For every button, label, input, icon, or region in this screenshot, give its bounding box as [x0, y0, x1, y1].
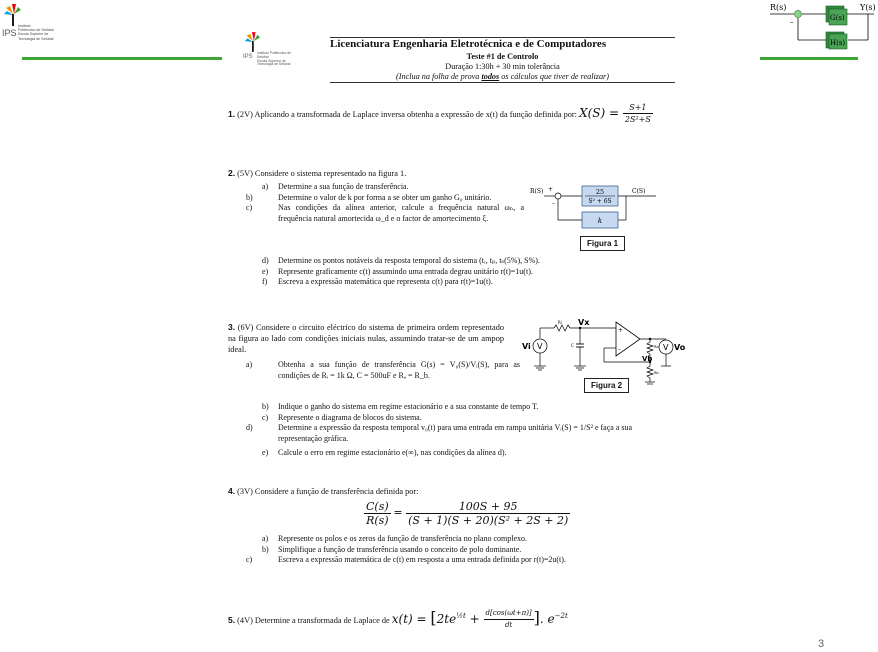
svg-text:V: V	[663, 343, 669, 352]
q2-item	[246, 192, 524, 204]
item-text: Simplifique a função de transferência usando o conceito de polo dominante.	[278, 544, 522, 554]
doc-note	[330, 72, 675, 81]
question-4-text: (3V) Considere a função de transferência definida por:	[237, 487, 419, 496]
item-text: Calcule o erro em regime estacionário e(∞), nas condições da alínea d).	[278, 448, 507, 457]
item-letter: a)	[246, 360, 253, 369]
fig2-vi-label: Vi	[522, 342, 531, 351]
corner-minus-sign: –	[790, 18, 794, 26]
item-letter: c)	[246, 203, 253, 212]
svg-text:+: +	[618, 327, 624, 334]
doc-logo-brand: IPS	[243, 54, 253, 60]
ips-line: Politécnico de Setúbal	[18, 28, 54, 33]
q1-denominator: 2S²+S	[624, 115, 651, 124]
corner-input-label: R(s)	[770, 3, 787, 12]
corner-output-label: Y(s)	[860, 3, 876, 12]
item-text: Represente os polos e os zeros da função de transferência no plano complexo.	[278, 534, 528, 543]
corner-block-diagram	[768, 2, 876, 50]
q5-term-a: 2te	[436, 612, 457, 626]
item-letter: b)	[262, 402, 269, 411]
item-letter: b)	[262, 544, 269, 554]
ips-line: Escola Superior de	[18, 32, 49, 37]
q4-rhs-denominator: (S + 1)(S + 20)(S² + 2S + 2)	[408, 514, 569, 527]
question-5-text: (4V) Determine a transformada de Laplace de	[237, 616, 390, 625]
ips-logo	[2, 2, 72, 52]
q3-item-a	[246, 360, 520, 381]
item-letter: a)	[262, 182, 269, 191]
doc-logo-line: Tecnologia de Setúbal	[257, 62, 291, 67]
question-4-number: 4.	[228, 486, 236, 496]
q4-rhs-numerator: 100S + 95	[406, 500, 570, 514]
item-letter: e)	[262, 448, 269, 457]
question-3-text: (6V) Considere o circuito eléctrico do sistema de primeira ordem representado na figura ao lado com condições iniciais nulas, assumindo tratar-se de um ampop ideal.	[228, 323, 504, 354]
q5-term-a-exponent: ½t	[456, 612, 466, 620]
question-2-text: (5V) Considere o sistema representado na figura 1.	[237, 169, 407, 178]
item-text: Determine a expressão da resposta temporal v₀(t) para uma entrada em rampa unitária Vᵢ(S) = 1/S² e faça a sua representação gráfica.	[278, 423, 633, 443]
fig1-input-label: R(S)	[530, 188, 544, 195]
ips-line: Tecnologia de Setúbal	[18, 36, 54, 41]
q4-item	[246, 555, 658, 566]
fig1-block-denominator: S² + 6S	[588, 198, 612, 205]
question-4	[228, 486, 656, 497]
doc-note-post: os cálculos que tiver de realizar)	[499, 72, 609, 81]
q5-tail-exponent: −2t	[554, 612, 568, 620]
green-bar-left	[22, 57, 222, 60]
question-4-formula: $\frac{C(s)}{R(s)}$ = $\frac{100S + 95}{\text{(S + 1)(S + 20)(S² + 2S + 2)}}$	[366, 500, 569, 527]
item-text: Escreva a expressão matemática que representa c(t) para r(t)=1u(t).	[278, 277, 493, 286]
doc-logo-line: Escola Superior de	[257, 58, 286, 63]
doc-logo-line: Instituto Politécnico de Setúbal	[257, 51, 291, 59]
question-2-number: 2.	[228, 168, 236, 178]
q3-item	[262, 402, 662, 413]
question-5	[228, 608, 668, 631]
q2-item	[246, 203, 524, 224]
svg-text:–: –	[618, 346, 621, 353]
green-bar-right	[760, 57, 858, 60]
question-3-number: 3.	[228, 322, 236, 332]
q1-lhs: X(S) =	[579, 106, 620, 120]
fig2-vx-label: Vx	[578, 318, 590, 327]
item-letter: d)	[246, 423, 253, 432]
doc-logo-text	[257, 52, 297, 67]
corner-feedback-label: H(s)	[830, 39, 846, 47]
page-number: 3	[818, 638, 825, 650]
q4-item	[262, 545, 658, 556]
doc-title: Licenciatura Engenharia Eletrotécnica e de Computadores	[330, 38, 607, 50]
item-text: Indique o ganho do sistema em regime estacionário e a sua constante de tempo T.	[278, 402, 539, 411]
q5-tail: . e	[539, 612, 555, 626]
question-2-items-bottom	[262, 256, 662, 288]
item-letter: b)	[246, 192, 253, 202]
ips-brand: IPS	[2, 28, 17, 38]
doc-logo	[243, 30, 303, 70]
fig1-plus: +	[548, 186, 554, 193]
question-2	[228, 168, 656, 179]
question-1-formula	[579, 103, 653, 124]
fig2-rb-label: Rb	[654, 371, 659, 375]
doc-note-bold: todos	[481, 72, 500, 81]
ips-logo-text	[18, 24, 68, 41]
fig2-vb-label: Vb	[642, 355, 653, 363]
q2-item	[262, 182, 524, 193]
corner-forward-label: G(s)	[830, 14, 845, 22]
item-text: Obtenha a sua função de transferência G(s) = V₀(S)/Vᵢ(S), para as condições de Rᵢ = 1k Ω, C = 500uF e Rₐ = R_b.	[278, 360, 520, 380]
question-5-formula: $x(t) = [2te^{\frac{1}{2}t}$ + $\frac{d[\cos(\omega t+\pi)]}{dt}$ ]. $e^{-2t}$	[391, 608, 568, 629]
q2-item	[262, 256, 662, 267]
question-3	[228, 322, 504, 355]
item-letter: a)	[262, 534, 269, 543]
doc-subtitle: Teste #1 de Controlo	[466, 52, 539, 61]
fig1-block-numerator: 25	[595, 188, 605, 196]
item-letter: e)	[262, 266, 269, 276]
q5-deriv-numerator: d[cos(ωt+π)]	[484, 608, 534, 620]
question-2-items-top	[246, 182, 524, 224]
question-3-items-bottom	[246, 402, 662, 459]
figure-1-caption: Figura 1	[580, 236, 625, 251]
q3-item	[262, 413, 662, 424]
doc-duration: Duração 1:30h + 30 min tolerância	[445, 62, 560, 71]
q4-lhs-denominator: R(s)	[366, 514, 389, 527]
item-letter: c)	[246, 555, 253, 564]
question-1-number: 1.	[228, 109, 236, 119]
item-text: Nas condições da alínea anterior, calcule a frequência natural ωₙ, a frequência natural amortecida ω_d e o factor de amortecimento ξ.	[278, 203, 524, 223]
question-5-number: 5.	[228, 615, 236, 625]
fig1-feedback-label: k	[597, 217, 603, 225]
item-letter: d)	[262, 256, 269, 265]
fig1-output-label: C(S)	[632, 188, 646, 195]
q5-deriv-denominator: dt	[504, 621, 513, 629]
item-text: Determine o valor de k por forma a se obter um ganho G₀ unitário.	[278, 192, 492, 202]
doc-note-pre: (Inclua na folha de prova	[396, 72, 482, 81]
fig2-c-label: C	[571, 343, 574, 348]
item-letter: f)	[262, 277, 268, 286]
item-letter: c)	[262, 412, 269, 422]
fig1-summing-junction	[555, 193, 561, 199]
q2-item	[262, 277, 662, 288]
svg-text:V: V	[537, 342, 543, 351]
item-text: Determine a sua função de transferência.	[278, 182, 409, 191]
question-1-text: (2V) Aplicando a transformada de Laplace inversa obtenha a expressão de x(t) da função definida por:	[237, 110, 577, 119]
item-text: Determine os pontos notáveis da resposta temporal do sistema (tᵣ, tₚ, tₛ(5%), S%).	[278, 256, 540, 265]
item-text: Represente o diagrama de blocos do sistema.	[278, 412, 422, 422]
ips-line: Instituto	[18, 24, 31, 28]
header-bottom-rule	[330, 82, 675, 83]
item-text: Escreva a expressão matemática de c(t) em resposta a uma entrada definida por r(t)=2u(t).	[278, 555, 566, 564]
q4-item	[262, 534, 658, 545]
q3-item	[262, 448, 662, 459]
fig2-ri-label: Ri	[558, 320, 562, 325]
corner-summing-junction	[795, 11, 802, 18]
q4-lhs-numerator: C(s)	[366, 500, 389, 513]
question-1	[228, 102, 656, 125]
q2-item	[262, 267, 662, 278]
figure-2-caption: Figura 2	[584, 378, 629, 393]
fig1-minus: –	[552, 200, 555, 207]
fig2-ra-label: Ra	[654, 345, 659, 349]
q5-lhs: x(t) =	[391, 612, 427, 626]
q1-numerator: S+1	[623, 102, 653, 114]
q3-item	[246, 423, 662, 444]
item-text: Represente graficamente c(t) assumindo uma entrada degrau unitário r(t)=1u(t).	[278, 266, 533, 276]
question-4-items	[246, 534, 658, 566]
fig2-vo-label: Vo	[674, 343, 686, 352]
